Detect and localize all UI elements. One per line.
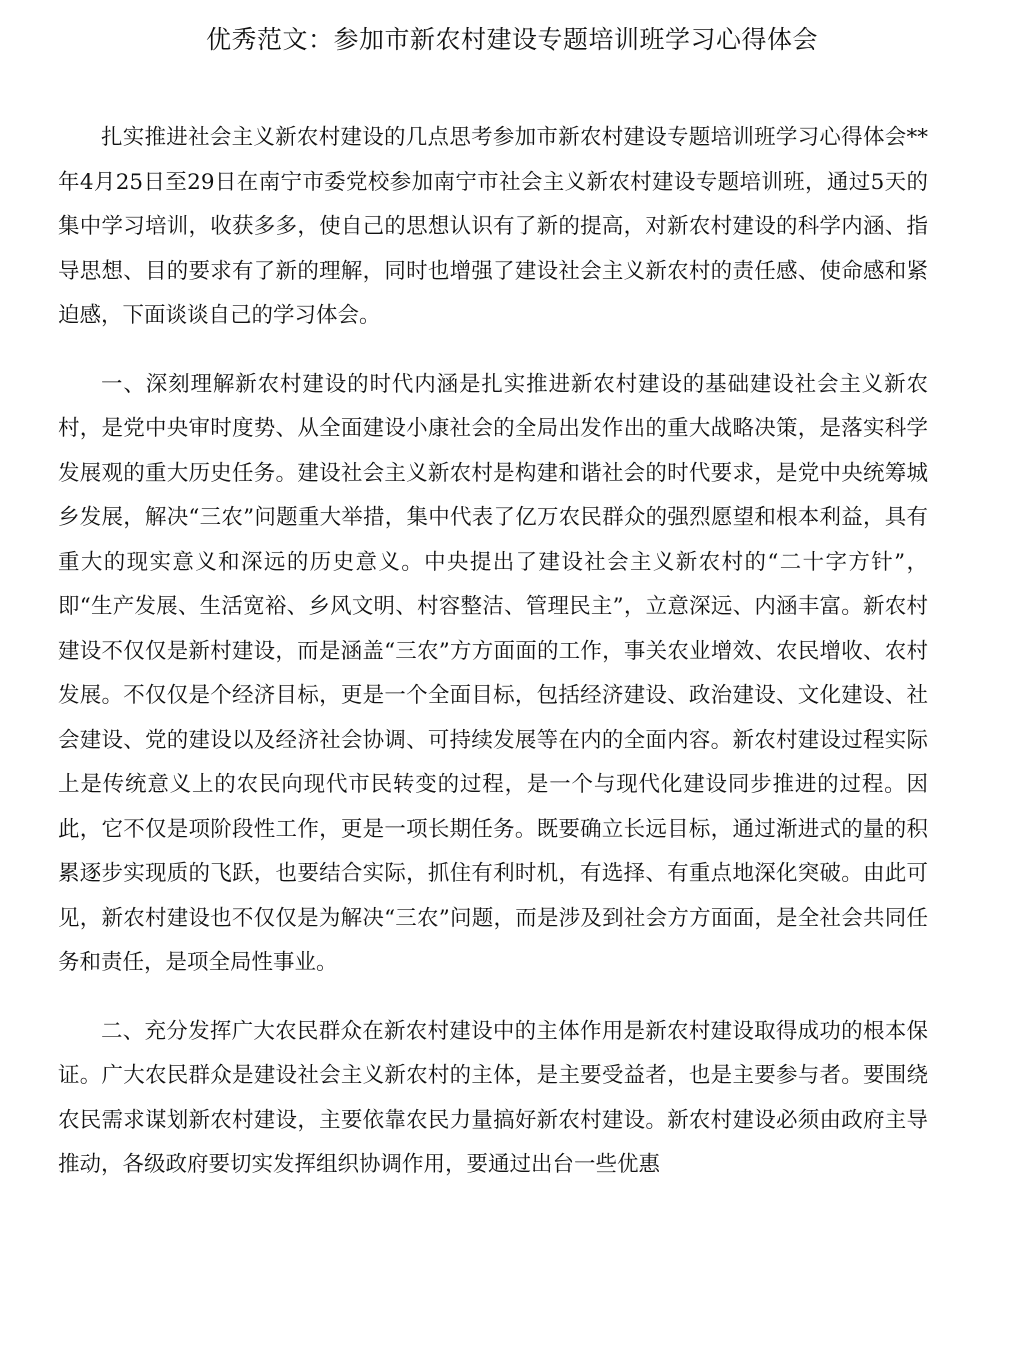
document-body	[58, 116, 928, 1212]
paragraph-section-one: 一、深刻理解新农村建设的时代内涵是扎实推进新农村建设的基础建设社会主义新农村，是党中央审时度势、从全面建设小康社会的全局出发作出的重大战略决策，是落实科学发展观的重大历史任务。建设社会主义新农村是构建和谐社会的时代要求，是党中央统筹城乡发展，解决“三农”问题重大举措，集中代表了亿万农民群众的强烈愿望和根本利益，具有重大的现实意义和深远的历史意义。中央提出了建设社会主义新农村的“二十字方针”，即“生产发展、生活宽裕、乡风文明、村容整洁、管理民主”，立意深远、内涵丰富。新农村建设不仅仅是新村建设，而是涵盖“三农”方方面面的工作，事关农业增效、农民增收、农村发展。不仅仅是个经济目标，更是一个全面目标，包括经济建设、政治建设、文化建设、社会建设、党的建设以及经济社会协调、可持续发展等在内的全面内容。新农村建设过程实际上是传统意义上的农民向现代市民转变的过程，是一个与现代化建设同步推进的过程。因此，它不仅是项阶段性工作，更是一项长期任务。既要确立长远目标，通过渐进式的量的积累逐步实现质的飞跃，也要结合实际，抓住有利时机，有选择、有重点地深化突破。由此可见，新农村建设也不仅仅是为解决“三农”问题，而是涉及到社会方方面面，是全社会共同任务和责任，是项全局性事业。	[58, 371, 928, 975]
paragraph-section-two: 二、充分发挥广大农民群众在新农村建设中的主体作用是新农村建设取得成功的根本保证。广大农民群众是建设社会主义新农村的主体，是主要受益者，也是主要参与者。要围绕农民需求谋划新农村建设，主要依靠农民力量搞好新农村建设。新农村建设必须由政府主导推动，各级政府要切实发挥组织协调作用，要通过出台一些优惠	[58, 1018, 928, 1177]
document-title: 优秀范文：参加市新农村建设专题培训班学习心得体会	[205, 25, 818, 54]
paragraph-intro: 扎实推进社会主义新农村建设的几点思考参加市新农村建设专题培训班学习心得体会**年4月25日至29日在南宁市委党校参加南宁市社会主义新农村建设专题培训班，通过5天的集中学习培训，收获多多，使自己的思想认识有了新的提高，对新农村建设的科学内涵、指导思想、目的要求有了新的理解，同时也增强了建设社会主义新农村的责任感、使命感和紧迫感，下面谈谈自己的学习体会。	[58, 125, 928, 328]
